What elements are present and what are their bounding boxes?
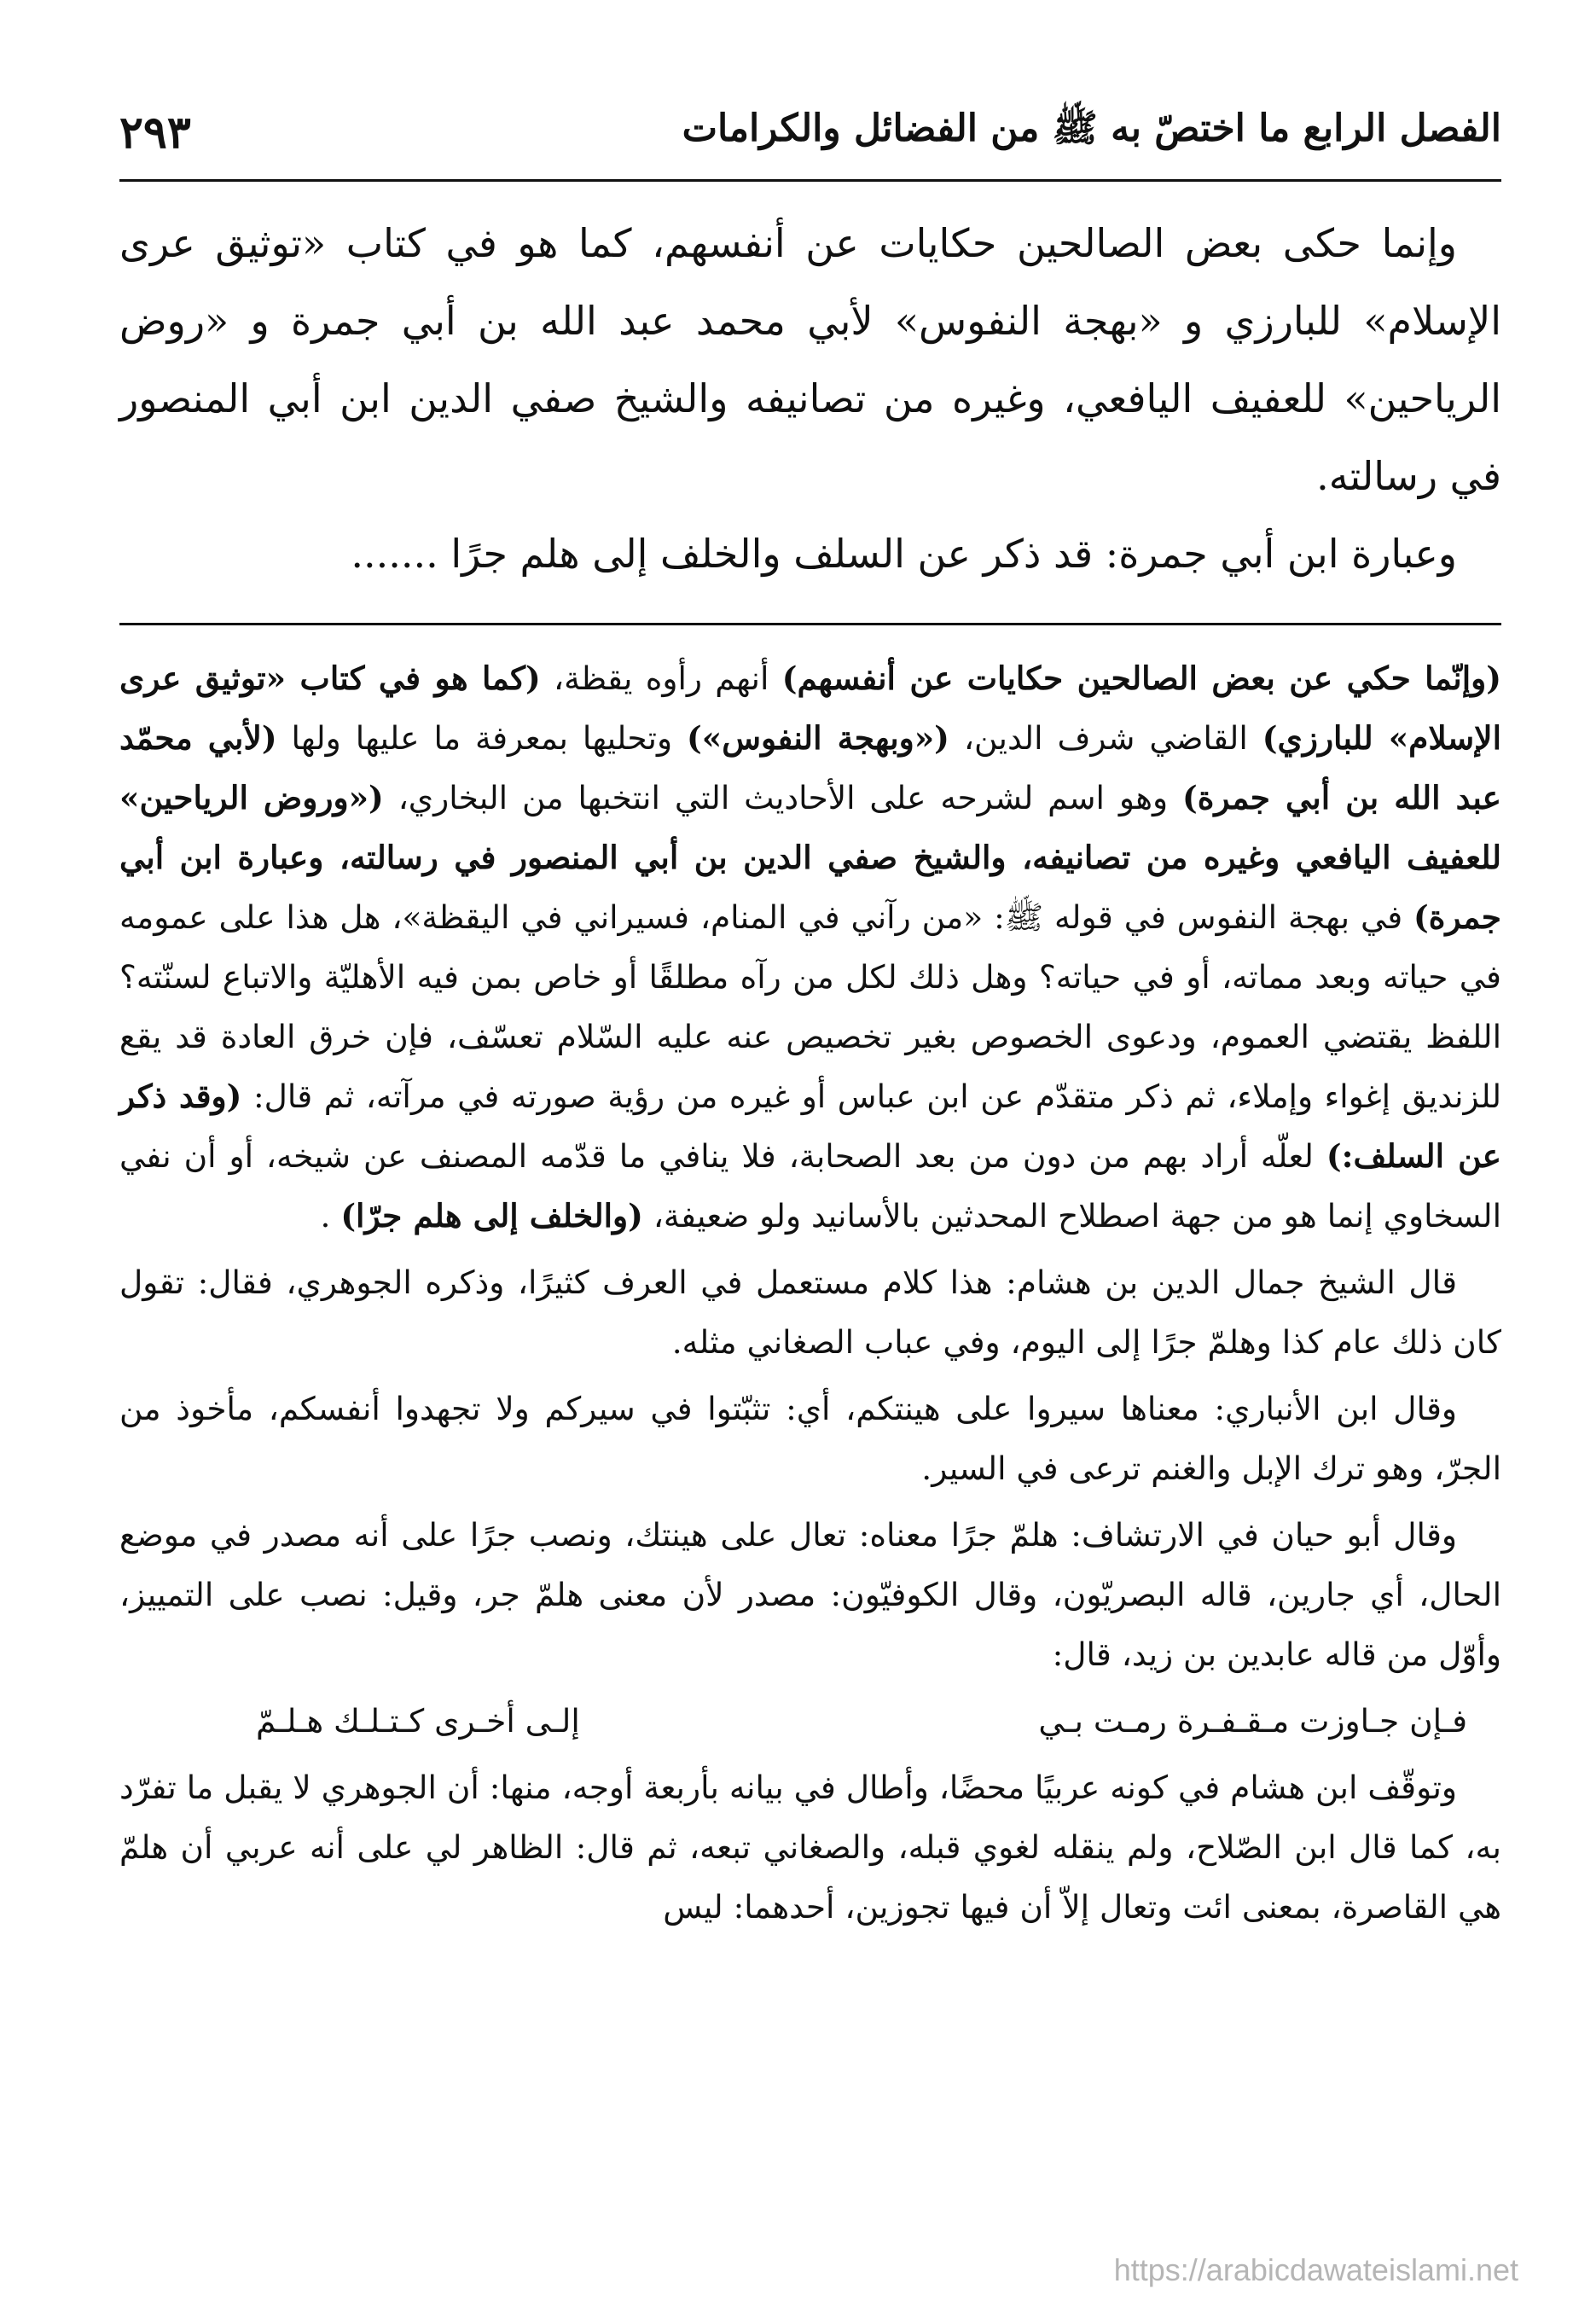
commentary-text: أنهم رأوه يقظة، — [540, 659, 782, 697]
main-paragraph: وعبارة ابن أبي جمرة: قد ذكر عن السلف والخلف إلى هلم جرًا ....... — [351, 531, 1457, 577]
poetry-verse — [119, 1691, 1501, 1751]
commentary-text: وهو اسم لشرحه على الأحاديث التي انتخبها من البخاري، — [383, 779, 1183, 816]
commentary-paragraph: وقال ابن الأنباري: معناها سيروا على هينتكم، أي: تثبّتوا في سيركم ولا تجهدوا أنفسكم، مأخوذ من الجرّ، وهو ترك الإبل والغنم ترعى في السير. — [119, 1390, 1501, 1487]
bold-quote: (وإنّما حكي عن بعض الصالحين حكايات عن أنفسهم) — [781, 659, 1501, 697]
commentary-text: القاضي شرف الدين، — [949, 719, 1262, 757]
footnote-divider — [119, 623, 1501, 625]
commentary-paragraph: وتوقّف ابن هشام في كونه عربيًا محضًا، وأطال في بيانه بأربعة أوجه، منها: أن الجوهري لا يقبل ما تفرّد به، كما قال ابن الصّلاح، ولم ينقله لغوي قبله، والصغاني تبعه، ثم قال: الظاهر لي على أنه عربي أن هلمّ هي القاصرة، بمعنى ائت وتعال إلاّ أن فيها تجوزين، أحدهما: ليس — [119, 1769, 1501, 1926]
commentary-paragraph — [119, 648, 1501, 1246]
commentary-text: وتحليها بمعرفة ما عليها ولها — [276, 719, 688, 757]
commentary-text: في بهجة النفوس في قوله ﷺ: «من رآني في المنام، فسيراني في اليقظة»، هل هذا على عمومه في حياته وبعد مماته، أو في حياته؟ وهل ذلك لكل من رآه مطلقًا أو خاص بمن فيه الأهليّة والاتباع لسنّته؟ اللفظ يقتضي العموم، ودعوى الخصوص بغير تخصيص عنه عليه السّلام تعسّف، فإن خرق العادة قد يقع للزنديق إغواء وإملاء، ثم ذكر متقدّم عن ابن عباس أو غيره من رؤية صورته في مرآته، ثم قال: — [119, 898, 1502, 1115]
main-text — [119, 205, 1501, 593]
commentary-text: لعلّه أراد بهم من دون من بعد الصحابة، فلا ينافي ما قدّمه المصنف عن شيخه، أو أن نفي السخاوي إنما هو من جهة اصطلاح المحدثين بالأسانيد ولو ضعيفة، — [119, 1137, 1501, 1235]
bold-quote: («وروض الرياحين» للعفيف اليافعي وغيره من تصانيفه، والشيخ صفي الدين بن أبي المنصور في رسالته، وعبارة ابن أبي جمرة) — [119, 779, 1501, 936]
watermark-url: https://arabicdawateislami.net — [1113, 2252, 1518, 2287]
main-paragraph: وإنما حكى بعض الصالحين حكايات عن أنفسهم، كما هو في كتاب «توثيق عرى الإسلام» للبارزي و «بهجة النفوس» لأبي محمد عبد الله بن أبي جمرة و «روض الرياحين» للعفيف اليافعي، وغيره من تصانيفه والشيخ صفي الدين ابن أبي المنصور في رسالته. — [119, 220, 1501, 499]
bold-quote: (لأبي محمّد عبد الله بن أبي جمرة) — [119, 719, 1502, 816]
commentary-text: . — [320, 1197, 341, 1235]
bold-quote: («وبهجة النفوس») — [687, 719, 949, 757]
bold-quote: (والخلف إلى هلم جرّا) — [340, 1197, 643, 1235]
page-header — [119, 94, 1501, 171]
bold-quote: (وقد ذكر عن السلف:) — [119, 1078, 1501, 1175]
bold-quote: (كما هو في كتاب «توثيق عرى الإسلام» للبارزي) — [119, 659, 1501, 757]
verse-second-hemistich: إلـى أخـرى كـتـلـك هـلـمّ — [256, 1702, 580, 1740]
commentary — [119, 648, 1501, 1937]
commentary-paragraph: قال الشيخ جمال الدين بن هشام: هذا كلام مستعمل في العرف كثيرًا، وذكره الجوهري، فقال: تقول كان ذلك عام كذا وهلمّ جرًا إلى اليوم، وفي عباب الصغاني مثله. — [119, 1264, 1501, 1361]
chapter-title: الفصل الرابع ما اختصّ به ﷺ من الفضائل والكرامات — [682, 107, 1501, 150]
commentary-paragraph: وقال أبو حيان في الارتشاف: هلمّ جرًا معناه: تعال على هينتك، ونصب جرًا على أنه مصدر في موضع الحال، أي جارين، قاله البصريّون، وقال الكوفيّون: مصدر لأن معنى هلمّ جر، وقيل: نصب على التمييز، وأوّل من قاله عابدين بن زيد، قال: — [119, 1516, 1501, 1673]
verse-first-hemistich: فـإن جـاوزت مـقـفـرة رمـت بـي — [1038, 1702, 1467, 1740]
page-number: ٢٩٣ — [119, 106, 191, 159]
header-divider — [119, 179, 1501, 182]
